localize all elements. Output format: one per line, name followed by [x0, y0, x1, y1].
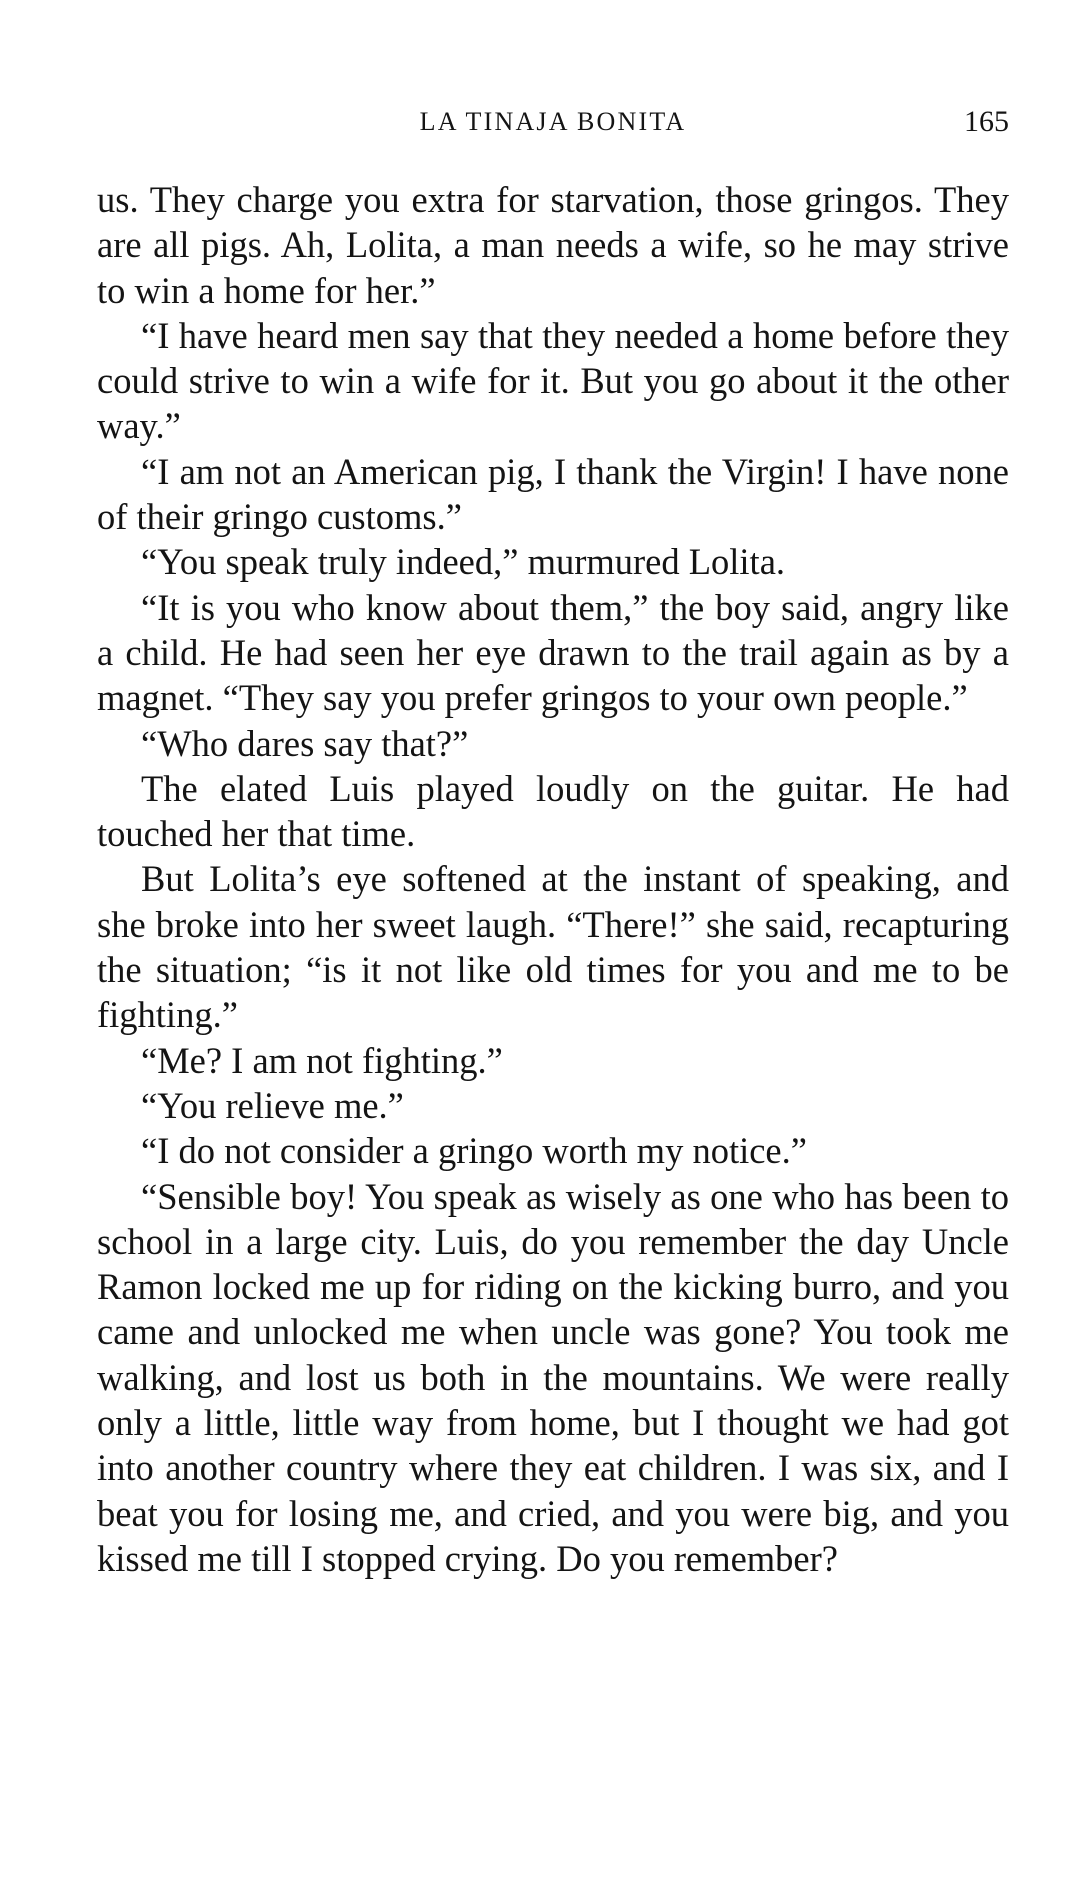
page-number: 165 — [964, 105, 1009, 138]
paragraph: “Sensible boy! You speak as wisely as one who has been to school in a large city. Luis, do you remember the day Uncle Ramon locked me up for riding on the kicking burro, and you came and unlocked me when uncle was gone? You took me walking, and lost us both in the mountains. We were really only a little, little way from home, but I thought we had got into another country where they eat children. I was six, and I beat you for losing me, and cried, and you were big, and you kissed me till I stopped crying. Do you remember? — [97, 1175, 1009, 1579]
paragraph: The elated Luis played loudly on the guitar. He had touched her that time. — [97, 767, 1009, 855]
running-title: LA TINAJA BONITA — [419, 107, 687, 136]
paragraph: “Me? I am not fighting.” — [141, 1039, 503, 1081]
paragraph: “You speak truly indeed,” murmured Lolita. — [141, 541, 786, 583]
paragraph: “I have heard men say that they needed a home before they could strive to win a wife for it. But you go about it the other way.” — [97, 314, 1009, 447]
paragraph: “Who dares say that?” — [141, 722, 469, 764]
paragraph: us. They charge you extra for starvation, those gringos. They are all pigs. Ah, Lolita, a man needs a wife, so he may strive to win a home for her.” — [97, 179, 1009, 311]
paragraph: “It is you who know about them,” the boy said, angry like a child. He had seen her eye drawn to the trail again as by a magnet. “They say you prefer gringos to your own people.” — [97, 586, 1009, 719]
paragraph: “You relieve me.” — [141, 1084, 404, 1126]
paragraph: “I do not consider a gringo worth my notice.” — [141, 1130, 807, 1172]
paragraph: But Lolita’s eye softened at the instant of speaking, and she broke into her sweet laugh. “There!” she said, recapturing the situation; “is it not like old times for you and me to be fighting.” — [97, 858, 1009, 1036]
text-block — [97, 177, 1009, 1737]
paragraph: “I am not an American pig, I thank the Virgin! I have none of their gringo customs.” — [97, 450, 1009, 538]
running-head — [97, 102, 1009, 142]
